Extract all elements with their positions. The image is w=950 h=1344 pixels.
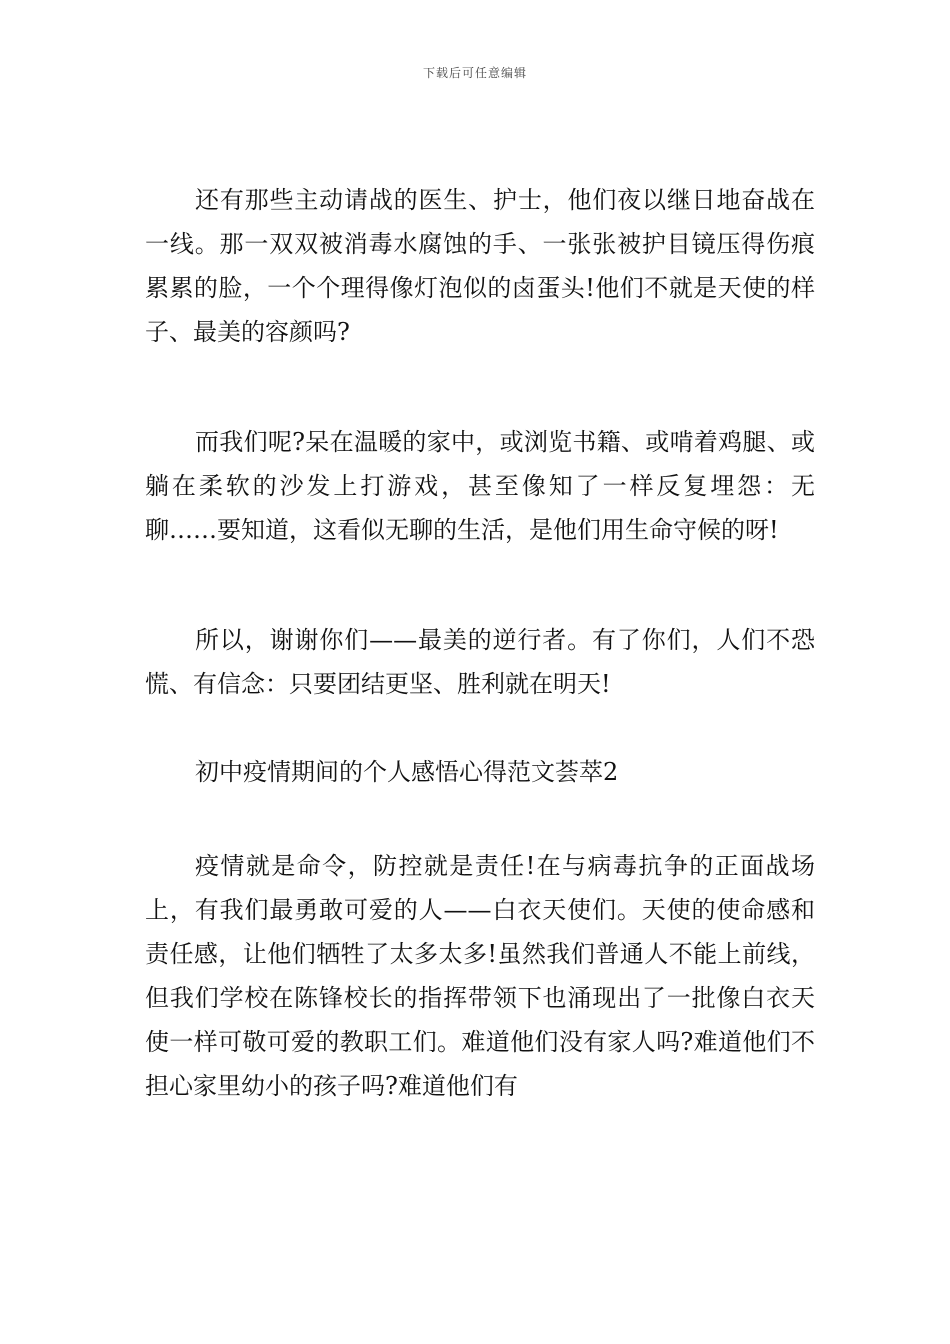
- paragraph-epidemic-command: 疫情就是命令，防控就是责任!在与病毒抗争的正面战场上，有我们最勇敢可爱的人——白衣天使们。天使的使命感和责任感，让他们牺牲了太多太多!虽然我们普通人不能上前线，但我们学校在陈锋校长的指挥带领下也涌现出了一批像白衣天使一样可敬可爱的教职工们。难道他们没有家人吗?难道他们不担心家里幼小的孩子吗?难道他们有: [145, 852, 815, 1100]
- section-heading: 初中疫情期间的个人感悟心得范文荟萃2: [195, 758, 619, 786]
- header-note: 下载后可任意编辑: [422, 66, 527, 80]
- paragraph-staying-home: 而我们呢?呆在温暖的家中，或浏览书籍、或啃着鸡腿、或躺在柔软的沙发上打游戏，甚至像知了一样反复埋怨：无聊……要知道，这看似无聊的生活，是他们用生命守候的呀!: [145, 428, 815, 544]
- paragraph-doctors-nurses: 还有那些主动请战的医生、护士，他们夜以继日地奋战在一线。那一双双被消毒水腐蚀的手、一张张被护目镜压得伤痕累累的脸，一个个理得像灯泡似的卤蛋头!他们不就是天使的样子、最美的容颜吗?: [145, 186, 815, 346]
- document-body: [145, 178, 815, 1108]
- paragraph-thanks: 所以，谢谢你们——最美的逆行者。有了你们，人们不恐慌、有信念：只要团结更坚、胜利就在明天!: [145, 626, 815, 698]
